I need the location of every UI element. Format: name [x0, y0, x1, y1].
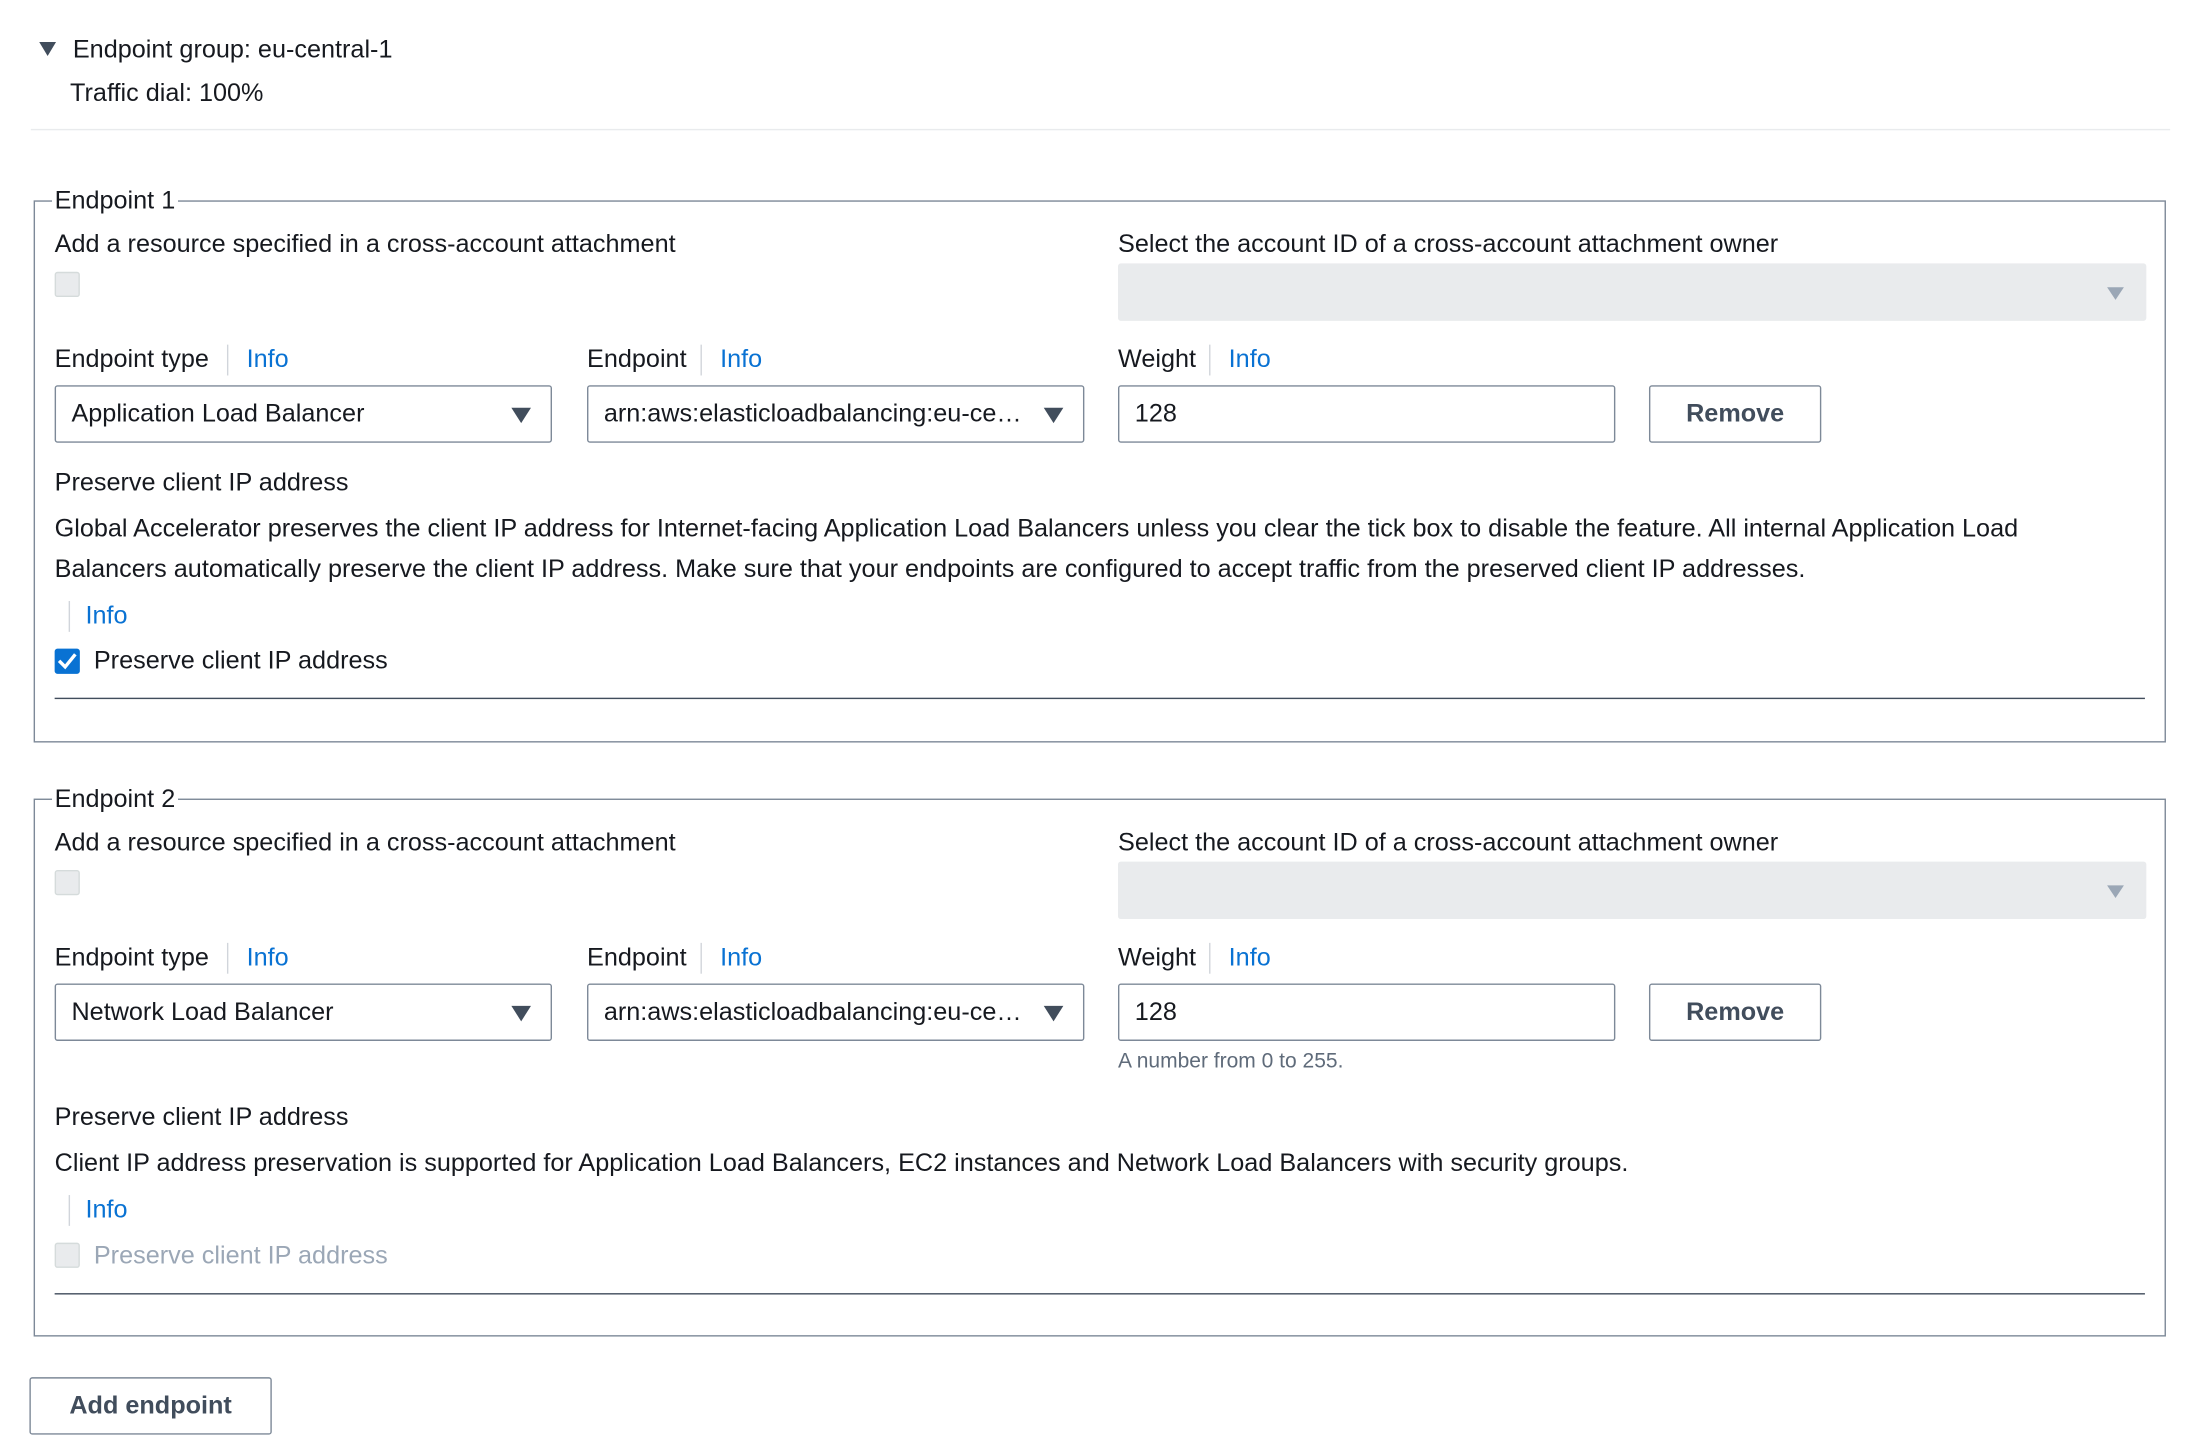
endpoint-2-legend: Endpoint 2	[54, 784, 176, 813]
account-owner-label: Select the account ID of a cross-account attachment owner	[1117, 229, 1779, 258]
preserve-ip-checkbox-label[interactable]: Preserve client IP address	[93, 1241, 388, 1270]
endpoint-type-select[interactable]	[55, 385, 552, 442]
caret-down-icon[interactable]	[39, 42, 56, 56]
cross-account-checkbox[interactable]	[55, 272, 80, 297]
weight-label: Weight	[1117, 344, 1197, 373]
weight-info-link[interactable]: Info	[1228, 942, 1271, 971]
remove-endpoint-button[interactable]: Remove	[1649, 984, 1821, 1041]
endpoint-value: arn:aws:elasticloadbalancing:eu-ce…	[603, 997, 1022, 1026]
info-separator	[227, 345, 228, 376]
chevron-down-icon	[2107, 287, 2124, 300]
account-owner-select[interactable]	[1118, 862, 2146, 919]
endpoint-info-link[interactable]: Info	[720, 942, 763, 971]
endpoint-select[interactable]	[587, 984, 1084, 1041]
endpoint-type-info-link[interactable]: Info	[246, 942, 289, 971]
info-separator	[227, 943, 228, 974]
endpoint-label: Endpoint	[587, 344, 687, 373]
divider	[55, 1293, 2145, 1294]
preserve-ip-checkbox[interactable]	[55, 1243, 80, 1268]
info-separator	[69, 601, 70, 632]
preserve-ip-heading: Preserve client IP address	[54, 1102, 349, 1131]
cross-account-checkbox[interactable]	[55, 870, 80, 895]
info-separator	[701, 943, 702, 974]
endpoint-type-value: Application Load Balancer	[71, 399, 365, 428]
preserve-ip-checkbox-label[interactable]: Preserve client IP address	[93, 645, 388, 674]
endpoint-type-info-link[interactable]: Info	[246, 344, 289, 373]
endpoint-value: arn:aws:elasticloadbalancing:eu-ce…	[603, 399, 1022, 428]
divider	[55, 698, 2145, 699]
chevron-down-icon	[1044, 408, 1064, 423]
remove-endpoint-button[interactable]: Remove	[1649, 385, 1821, 442]
weight-input[interactable]: 128	[1118, 385, 1615, 442]
endpoint-type-label: Endpoint type	[54, 942, 209, 971]
chevron-down-icon	[511, 1006, 531, 1021]
endpoint-1-fieldset	[34, 186, 2166, 742]
chevron-down-icon	[1044, 1006, 1064, 1021]
info-separator	[1209, 943, 1210, 974]
endpoint-type-select[interactable]	[55, 984, 552, 1041]
preserve-ip-info-link[interactable]: Info	[85, 1195, 128, 1224]
account-owner-label: Select the account ID of a cross-account attachment owner	[1117, 827, 1779, 857]
endpoint-select[interactable]	[587, 385, 1084, 442]
info-separator	[69, 1195, 70, 1226]
checkmark-icon	[57, 651, 77, 671]
preserve-ip-info-link[interactable]: Info	[85, 601, 128, 630]
weight-info-link[interactable]: Info	[1228, 344, 1271, 373]
add-endpoint-button[interactable]: Add endpoint	[29, 1377, 271, 1434]
endpoint-group-header[interactable]	[35, 31, 392, 67]
weight-hint: A number from 0 to 255.	[1117, 1049, 1344, 1074]
divider	[31, 129, 2170, 130]
endpoint-label: Endpoint	[587, 942, 687, 971]
preserve-ip-heading: Preserve client IP address	[54, 467, 349, 496]
endpoint-group-title: Endpoint group: eu-central-1	[72, 34, 393, 63]
endpoint-1-legend: Endpoint 1	[54, 186, 176, 215]
chevron-down-icon	[2107, 885, 2124, 898]
cross-account-label: Add a resource specified in a cross-account attachment	[54, 229, 676, 258]
endpoint-2-fieldset	[34, 785, 2166, 1337]
traffic-dial-text: Traffic dial: 100%	[70, 78, 264, 107]
weight-input[interactable]: 128	[1118, 984, 1615, 1041]
endpoint-info-link[interactable]: Info	[720, 344, 763, 373]
info-separator	[1209, 345, 1210, 376]
weight-label: Weight	[1117, 942, 1197, 971]
info-separator	[701, 345, 702, 376]
preserve-ip-description: Global Accelerator preserves the client IP address for Internet-facing Application Load Balancers unless you clear the tick box to disable the feature. All internal Application Load Balancers automatically preserve the client IP address. Make sure that your endpoints are configured to accept traffic from the preserved client IP addresses.	[54, 514, 2019, 583]
account-owner-select[interactable]	[1118, 263, 2146, 320]
cross-account-label: Add a resource specified in a cross-account attachment	[54, 827, 676, 857]
chevron-down-icon	[511, 408, 531, 423]
endpoint-type-label: Endpoint type	[54, 344, 209, 373]
preserve-ip-description: Client IP address preservation is supported for Application Load Balancers, EC2 instances and Network Load Balancers with security groups.	[54, 1148, 1629, 1177]
preserve-ip-checkbox[interactable]	[55, 649, 80, 674]
endpoint-type-value: Network Load Balancer	[71, 997, 334, 1026]
